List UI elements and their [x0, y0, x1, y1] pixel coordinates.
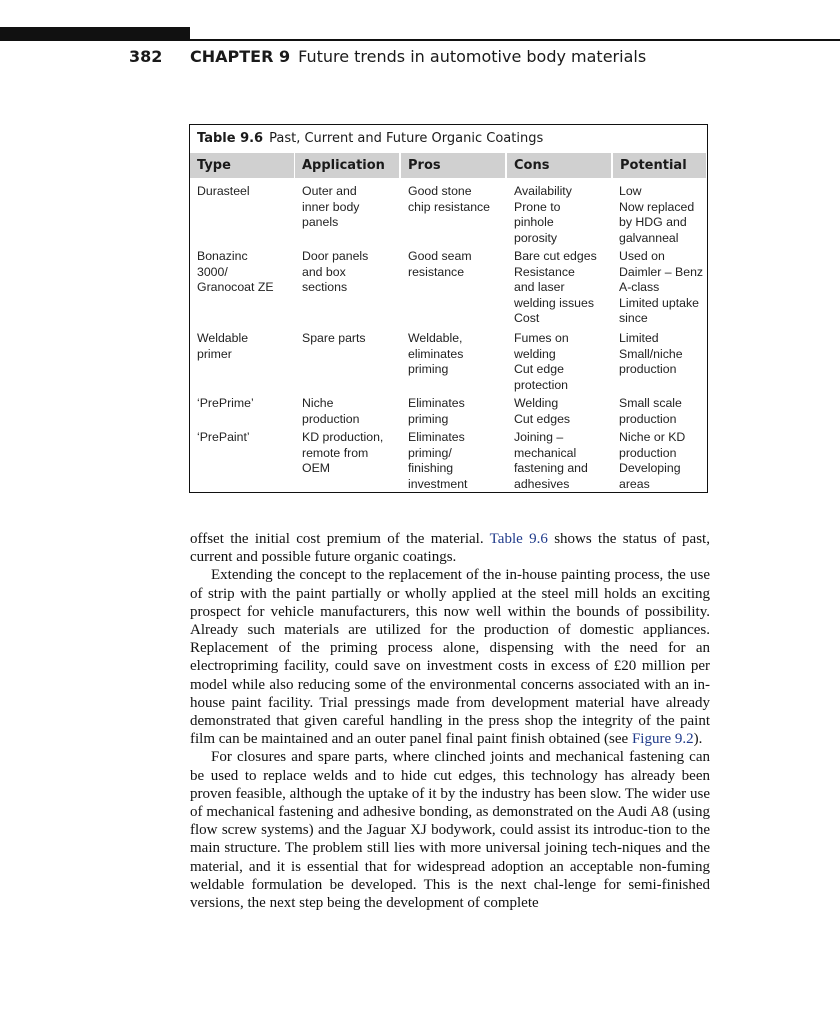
cell-line: Used on	[619, 249, 665, 263]
cell-line: production	[619, 445, 677, 460]
table-cell-potential	[619, 331, 683, 378]
cell-line: priming	[408, 411, 449, 426]
cell-line: chip resistance	[408, 199, 491, 214]
table-header-row	[190, 153, 706, 178]
table-title: Past, Current and Future Organic Coatings	[269, 131, 544, 146]
cell-line: OEM	[302, 461, 331, 476]
cell-line: remote from	[302, 445, 369, 460]
cell-line: Now replaced	[619, 199, 695, 214]
table-cell-potential	[619, 184, 694, 246]
table-caption	[197, 131, 543, 146]
cell-line: Daimler – Benz	[619, 264, 704, 279]
cell-line: panels	[302, 215, 339, 230]
cell-line: Bonazinc	[197, 249, 248, 263]
table-cell-pros	[408, 396, 465, 427]
cell-line: Eliminates	[408, 396, 465, 410]
table-cell-application	[302, 430, 383, 477]
table-cell-type	[197, 331, 248, 362]
page-number: 382	[129, 47, 163, 66]
cell-line: sections	[302, 280, 348, 295]
body-text	[190, 530, 710, 912]
cell-line: areas	[619, 476, 650, 491]
cell-line: Good seam	[408, 249, 472, 263]
header-black-bar	[0, 27, 190, 41]
cell-line: galvanneal	[619, 230, 679, 245]
cell-line: A-class	[619, 280, 660, 295]
cell-line: porosity	[514, 230, 558, 245]
table-cell-potential	[619, 249, 703, 327]
cell-line: eliminates	[408, 346, 464, 361]
cell-line: welding	[514, 346, 556, 361]
column-header-application: Application	[295, 153, 399, 178]
table-cell-cons	[514, 396, 570, 427]
cell-line: Good stone	[408, 184, 472, 198]
paragraph: Extending the concept to the replacement of the in-house painting process, the use of strip with the paint partially or wholly applied at the steel mill holds an exciting prospect for vehicle manufacturers, this now well within the bounds of possibility. Already such materials are utilized for the production of domestic appliances. Replacement of the priming process alone, dispensing with the need for an electropriming facility, could save on investment costs in excess of £20 million per model while also reducing some of the environmental concerns associated with an in-house paint facility. Trial pressings made from development material have already demonstrated that given careful handling in the press shop the integrity of the paint film can be maintained and an outer panel final paint finish obtained (see Figure 9.2).	[190, 567, 710, 748]
cell-line: Weldable,	[408, 331, 463, 345]
chapter-heading	[190, 47, 646, 66]
cell-line: Small scale	[619, 396, 682, 410]
chapter-title: Future trends in automotive body materials	[298, 47, 647, 66]
cell-line: 3000/	[197, 264, 228, 279]
table-9-6	[189, 124, 708, 493]
cell-line: Durasteel	[197, 184, 250, 198]
cell-line: Developing	[619, 461, 681, 476]
table-cell-application	[302, 396, 359, 427]
table-cell-type	[197, 184, 250, 200]
cell-line: and laser	[514, 280, 565, 295]
cell-line: Niche	[302, 396, 334, 410]
cell-line: protection	[514, 377, 569, 392]
cell-line: Outer and	[302, 184, 357, 198]
cell-line: Welding	[514, 396, 559, 410]
cell-line: Limited uptake	[619, 295, 699, 310]
column-header-pros: Pros	[401, 153, 505, 178]
cell-line: welding issues	[514, 295, 594, 310]
cell-line: Weldable	[197, 331, 249, 345]
table-cell-application	[302, 249, 368, 296]
cell-line: adhesives	[514, 476, 570, 491]
cell-line: resistance	[408, 264, 465, 279]
column-header-cons: Cons	[507, 153, 611, 178]
cell-line: Granocoat ZE	[197, 280, 274, 295]
cell-line: Cut edge	[514, 362, 564, 377]
running-header	[0, 47, 840, 69]
cell-line: priming/	[408, 445, 452, 460]
cell-line: KD production,	[302, 430, 384, 444]
table-cell-cons	[514, 249, 597, 327]
table-cell-pros	[408, 430, 467, 492]
cell-line: production	[619, 411, 677, 426]
header-rule	[190, 39, 840, 41]
cell-line: Availability	[514, 184, 572, 198]
cell-line: Bare cut edges	[514, 249, 597, 263]
table-reference-link[interactable]: Table 9.6	[489, 531, 548, 547]
cell-line: ‘PrePrime’	[197, 396, 254, 410]
paragraph: offset the initial cost premium of the material. Table 9.6 shows the status of past, current and possible future organic coatings.	[190, 531, 710, 566]
cell-line: ‘PrePaint’	[197, 430, 250, 444]
table-cell-application	[302, 184, 359, 231]
cell-line: Low	[619, 184, 642, 198]
column-header-type: Type	[190, 153, 294, 178]
cell-line: Spare parts	[302, 331, 366, 345]
cell-line: investment	[408, 476, 468, 491]
table-cell-potential	[619, 396, 682, 427]
cell-line: Door panels	[302, 249, 369, 263]
cell-line: fastening and	[514, 461, 588, 476]
table-label: Table 9.6	[197, 131, 264, 146]
cell-line: Eliminates	[408, 430, 465, 444]
cell-line: by HDG and	[619, 215, 687, 230]
chapter-label: CHAPTER 9	[190, 47, 291, 66]
table-cell-type	[197, 430, 250, 446]
cell-line: Cost	[514, 311, 540, 326]
cell-line: Cut edges	[514, 411, 571, 426]
table-cell-type	[197, 249, 274, 296]
table-cell-type	[197, 396, 254, 412]
table-cell-pros	[408, 331, 463, 378]
cell-line: Niche or KD	[619, 430, 686, 444]
table-cell-cons	[514, 331, 569, 393]
cell-line: since	[619, 311, 648, 326]
cell-line: Small/niche	[619, 346, 683, 361]
cell-line: production	[619, 362, 677, 377]
cell-line: and box	[302, 264, 346, 279]
cell-line: primer	[197, 346, 232, 361]
figure-reference-link[interactable]: Figure 9.2	[631, 731, 694, 748]
table-cell-application	[302, 331, 366, 347]
table-cell-pros	[408, 184, 490, 215]
cell-line: Joining –	[514, 430, 564, 444]
column-header-potential: Potential	[613, 153, 706, 178]
cell-line: priming	[408, 362, 449, 377]
cell-line: inner body	[302, 199, 360, 214]
table-cell-cons	[514, 430, 588, 492]
cell-line: Fumes on	[514, 331, 569, 345]
table-cell-cons	[514, 184, 572, 246]
table-cell-potential	[619, 430, 685, 492]
cell-line: production	[302, 411, 360, 426]
cell-line: mechanical	[514, 445, 577, 460]
cell-line: pinhole	[514, 215, 554, 230]
cell-line: finishing	[408, 461, 454, 476]
cell-line: Limited	[619, 331, 659, 345]
cell-line: Resistance	[514, 264, 575, 279]
cell-line: Prone to	[514, 199, 561, 214]
paragraph: For closures and spare parts, where clinched joints and mechanical fastening can be used to replace welds and to hide cut edges, this technology has already been proven feasible, although the uptake of it by the industry has been slow. The wider use of mechanical fastening and adhesive bonding, as demonstrated on the Audi A8 (using flow screw systems) and the Jaguar XJ bodywork, could assist its introduc-tion to the main structure. The problem still lies with more universal joining tech-niques and the material, and it is essential that for widespread adoption an acceptable non-fuming weldable formulation be developed. This is the next chal-lenge for semi-finished versions, the next step being the development of complete	[190, 749, 710, 912]
table-cell-pros	[408, 249, 472, 280]
